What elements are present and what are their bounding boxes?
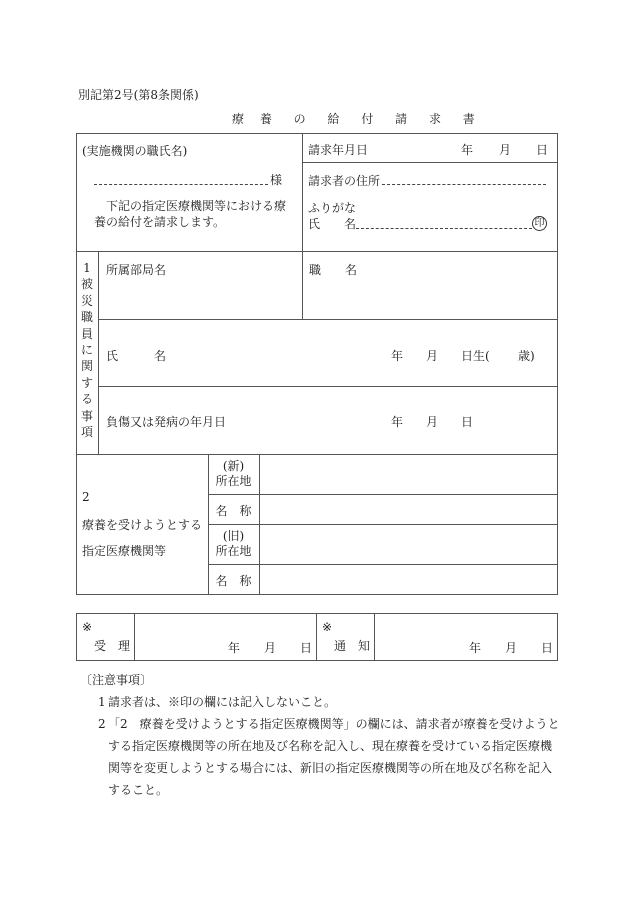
new-name-label: 名 称 — [215, 504, 252, 518]
notice-day: 日 — [541, 641, 554, 655]
injury-year: 年 — [391, 415, 404, 429]
new-location-field[interactable] — [262, 456, 556, 492]
injury-month: 月 — [426, 415, 439, 429]
divider — [208, 524, 558, 525]
receipt-label: 受 理 — [94, 639, 131, 653]
note-item — [80, 713, 560, 801]
notice-month: 月 — [505, 641, 518, 655]
title-char: の — [293, 112, 306, 126]
age-suffix: 歳) — [518, 349, 535, 363]
seal-mark — [532, 215, 547, 231]
title-char: 養 — [259, 112, 272, 126]
divider — [302, 162, 558, 163]
divider — [134, 613, 135, 661]
heading-char: 災 — [80, 293, 93, 308]
requester-name-field[interactable] — [356, 228, 532, 229]
institution-name-field[interactable] — [94, 184, 268, 185]
heading-char: る — [80, 392, 93, 407]
injury-day: 日 — [461, 415, 474, 429]
title-char: 書 — [462, 112, 475, 126]
heading-char: 項 — [80, 425, 93, 440]
note-text: 請求者は、※印の欄には記入しないこと。 — [108, 695, 337, 709]
heading-char: 職 — [80, 310, 93, 325]
notice-mark: ※ — [322, 620, 333, 634]
honorific: 様 — [270, 173, 283, 187]
heading-char: に — [80, 343, 93, 358]
new-name-field[interactable] — [262, 496, 556, 522]
notes-heading: 〔注意事項〕 — [80, 673, 153, 687]
old-name-label: 名 称 — [215, 574, 252, 588]
office-use-frame — [76, 613, 558, 661]
birth-month: 月 — [426, 349, 439, 363]
receipt-month: 月 — [264, 641, 277, 655]
notice-year: 年 — [469, 641, 482, 655]
form-title — [232, 110, 483, 127]
title-char: 付 — [361, 112, 374, 126]
divider — [316, 613, 317, 661]
receipt-mark: ※ — [82, 620, 93, 634]
furigana-label: ふりがな — [308, 201, 357, 215]
notice-label: 通 知 — [334, 639, 371, 653]
location-label: 所在地 — [215, 544, 252, 558]
title-char: 求 — [428, 112, 441, 126]
note-text: 「2 療養を受けようとする指定医療機関等」の欄には、請求者が療養を受けようとする指定医療機関等の所在地及び名称を記入し、現在療養を受けている指定医療機関等を変更しようとする場合には、新旧の指定医療機関等の所在地及び名称を記入すること。 — [108, 717, 560, 797]
institution-section-heading: 療養を受けようとする — [82, 518, 203, 532]
new-location-label — [208, 459, 259, 489]
title-char: 給 — [327, 112, 340, 126]
notes-section — [80, 669, 560, 801]
title-char: 療 — [232, 112, 245, 126]
divider — [208, 564, 558, 565]
injury-date-label: 負傷又は発病の年月日 — [106, 415, 227, 429]
divider — [76, 454, 558, 455]
request-year: 年 — [461, 143, 474, 157]
divider — [208, 494, 558, 495]
birth-day: 日生( — [461, 349, 490, 363]
birth-year: 年 — [391, 349, 404, 363]
divider — [98, 386, 558, 387]
title-char: 請 — [395, 112, 408, 126]
request-text: 下記の指定医療機関等における療養の給付を請求します。 — [94, 199, 287, 229]
note-item — [80, 691, 560, 713]
heading-char: 1 — [83, 261, 91, 275]
receipt-day: 日 — [300, 641, 313, 655]
request-date-label: 請求年月日 — [308, 143, 369, 157]
heading-char: す — [80, 375, 93, 390]
employee-section-heading — [79, 260, 95, 440]
requester-name-label: 氏 名 — [308, 217, 357, 231]
institution-label: (実施機関の職氏名) — [82, 144, 188, 158]
form-number: 別記第2号(第8条関係) — [78, 88, 199, 102]
seal-icon: 印 — [532, 216, 547, 231]
heading-char: 関 — [80, 359, 93, 374]
old-label: (旧) — [222, 529, 245, 543]
note-number: 1 — [98, 695, 106, 709]
new-label: (新) — [222, 459, 245, 473]
divider — [374, 613, 375, 661]
position-label: 職 名 — [309, 263, 358, 277]
department-label: 所属部局名 — [106, 263, 167, 277]
old-location-label — [208, 529, 259, 559]
old-location-field[interactable] — [262, 526, 556, 562]
divider — [98, 319, 558, 320]
request-day: 日 — [536, 143, 549, 157]
institution-section-heading-2: 指定医療機関等 — [82, 544, 167, 558]
institution-section-number: 2 — [82, 490, 90, 504]
request-month: 月 — [499, 143, 512, 157]
note-number: 2 — [98, 717, 106, 731]
heading-char: 員 — [80, 326, 93, 341]
heading-char: 被 — [80, 277, 93, 292]
employee-name-label: 氏 名 — [106, 349, 167, 363]
heading-char: 事 — [80, 408, 93, 423]
location-label: 所在地 — [215, 474, 252, 488]
receipt-year: 年 — [228, 641, 241, 655]
divider — [98, 251, 99, 454]
address-label: 請求者の住所 — [308, 174, 381, 188]
address-field[interactable] — [382, 184, 546, 185]
divider — [76, 251, 558, 252]
old-name-field[interactable] — [262, 566, 556, 593]
